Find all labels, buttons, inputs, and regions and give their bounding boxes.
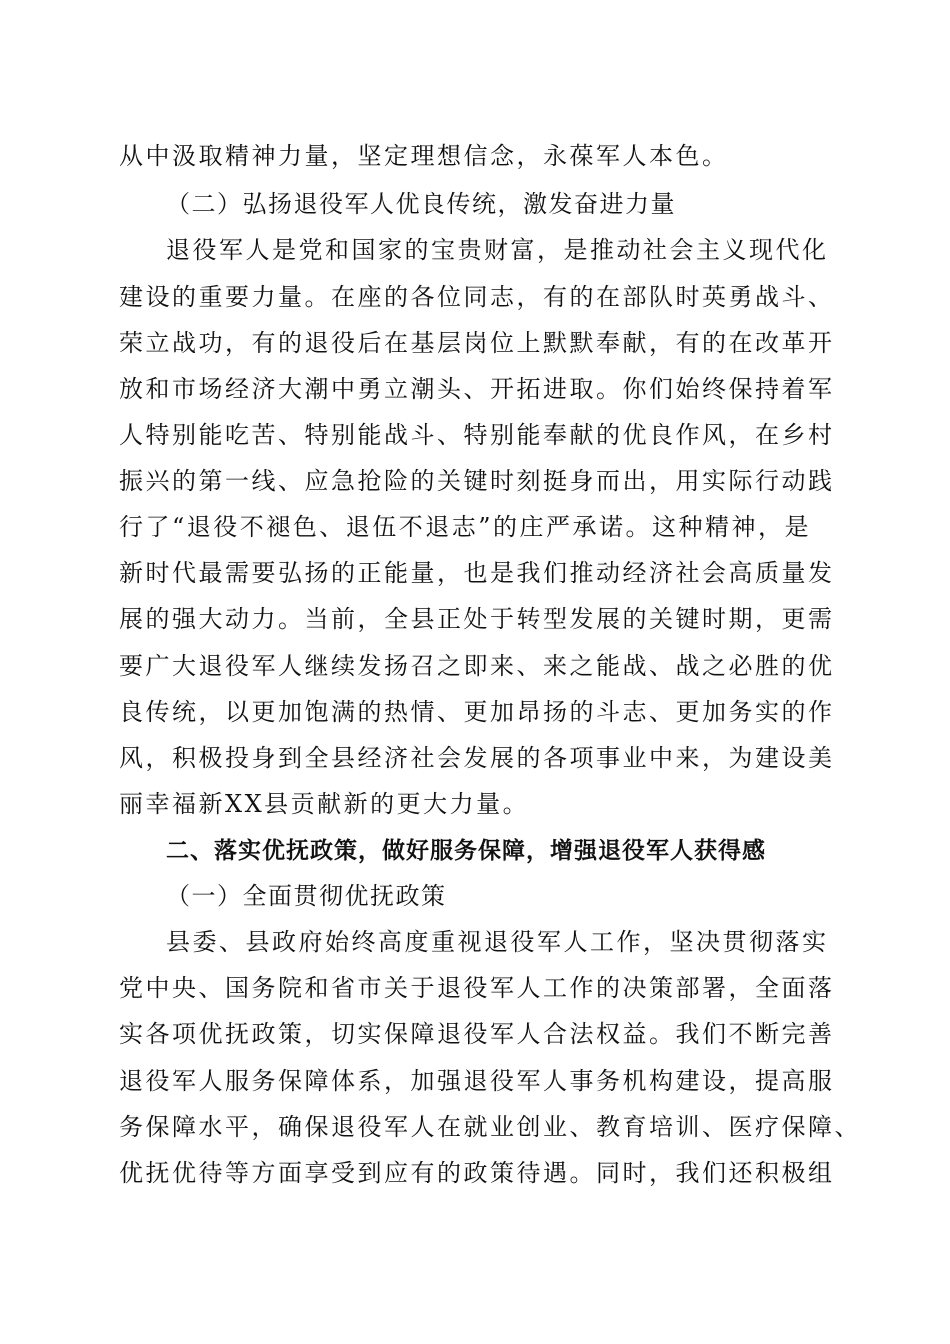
paragraph-line: 实各项优抚政策，切实保障退役军人合法权益。我们不断完善 bbox=[119, 1020, 835, 1048]
paragraph-line: 丽幸福新XX县贡献新的更大力量。 bbox=[119, 790, 530, 818]
paragraph-line: 展的强大动力。当前，全县正处于转型发展的关键时期，更需 bbox=[119, 605, 835, 633]
section-heading: 二、落实优抚政策，做好服务保障，增强退役军人获得感 bbox=[166, 838, 766, 864]
section-subheading: （二）弘扬退役军人优良传统，激发奋进力量 bbox=[166, 190, 676, 218]
paragraph-line: 退役军人是党和国家的宝贵财富，是推动社会主义现代化 bbox=[166, 236, 829, 264]
paragraph-line: 人特别能吃苦、特别能战斗、特别能奉献的优良作风，在乡村 bbox=[119, 421, 835, 449]
paragraph-line: 良传统，以更加饱满的热情、更加昂扬的斗志、更加务实的作 bbox=[119, 698, 835, 726]
paragraph-line: 风，积极投身到全县经济社会发展的各项事业中来，为建设美 bbox=[119, 744, 835, 772]
section-subheading: （一）全面贯彻优抚政策 bbox=[166, 882, 447, 910]
paragraph-line: 行了“退役不褪色、退伍不退志”的庄严承诺。这种精神，是 bbox=[119, 513, 812, 541]
paragraph-line: 新时代最需要弘扬的正能量，也是我们推动经济社会高质量发 bbox=[119, 559, 835, 587]
paragraph-line: 振兴的第一线、应急抢险的关键时刻挺身而出，用实际行动践 bbox=[119, 467, 835, 495]
paragraph-line: 退役军人服务保障体系，加强退役军人事务机构建设，提高服 bbox=[119, 1067, 835, 1095]
paragraph-line: 党中央、国务院和省市关于退役军人工作的决策部署，全面落 bbox=[119, 974, 835, 1002]
paragraph-line: 放和市场经济大潮中勇立潮头、开拓进取。你们始终保持着军 bbox=[119, 375, 835, 403]
paragraph-line: 优抚优待等方面享受到应有的政策待遇。同时，我们还积极组 bbox=[119, 1159, 835, 1187]
paragraph-line: 务保障水平，确保退役军人在就业创业、教育培训、医疗保障、 bbox=[119, 1113, 861, 1141]
paragraph-line: 建设的重要力量。在座的各位同志，有的在部队时英勇战斗、 bbox=[119, 283, 835, 311]
paragraph-line: 县委、县政府始终高度重视退役军人工作，坚决贯彻落实 bbox=[166, 928, 829, 956]
paragraph-line: 荣立战功，有的退役后在基层岗位上默默奉献，有的在改革开 bbox=[119, 329, 835, 357]
paragraph-line: 从中汲取精神力量，坚定理想信念，永葆军人本色。 bbox=[119, 142, 729, 170]
paragraph-line: 要广大退役军人继续发扬召之即来、来之能战、战之必胜的优 bbox=[119, 652, 835, 680]
